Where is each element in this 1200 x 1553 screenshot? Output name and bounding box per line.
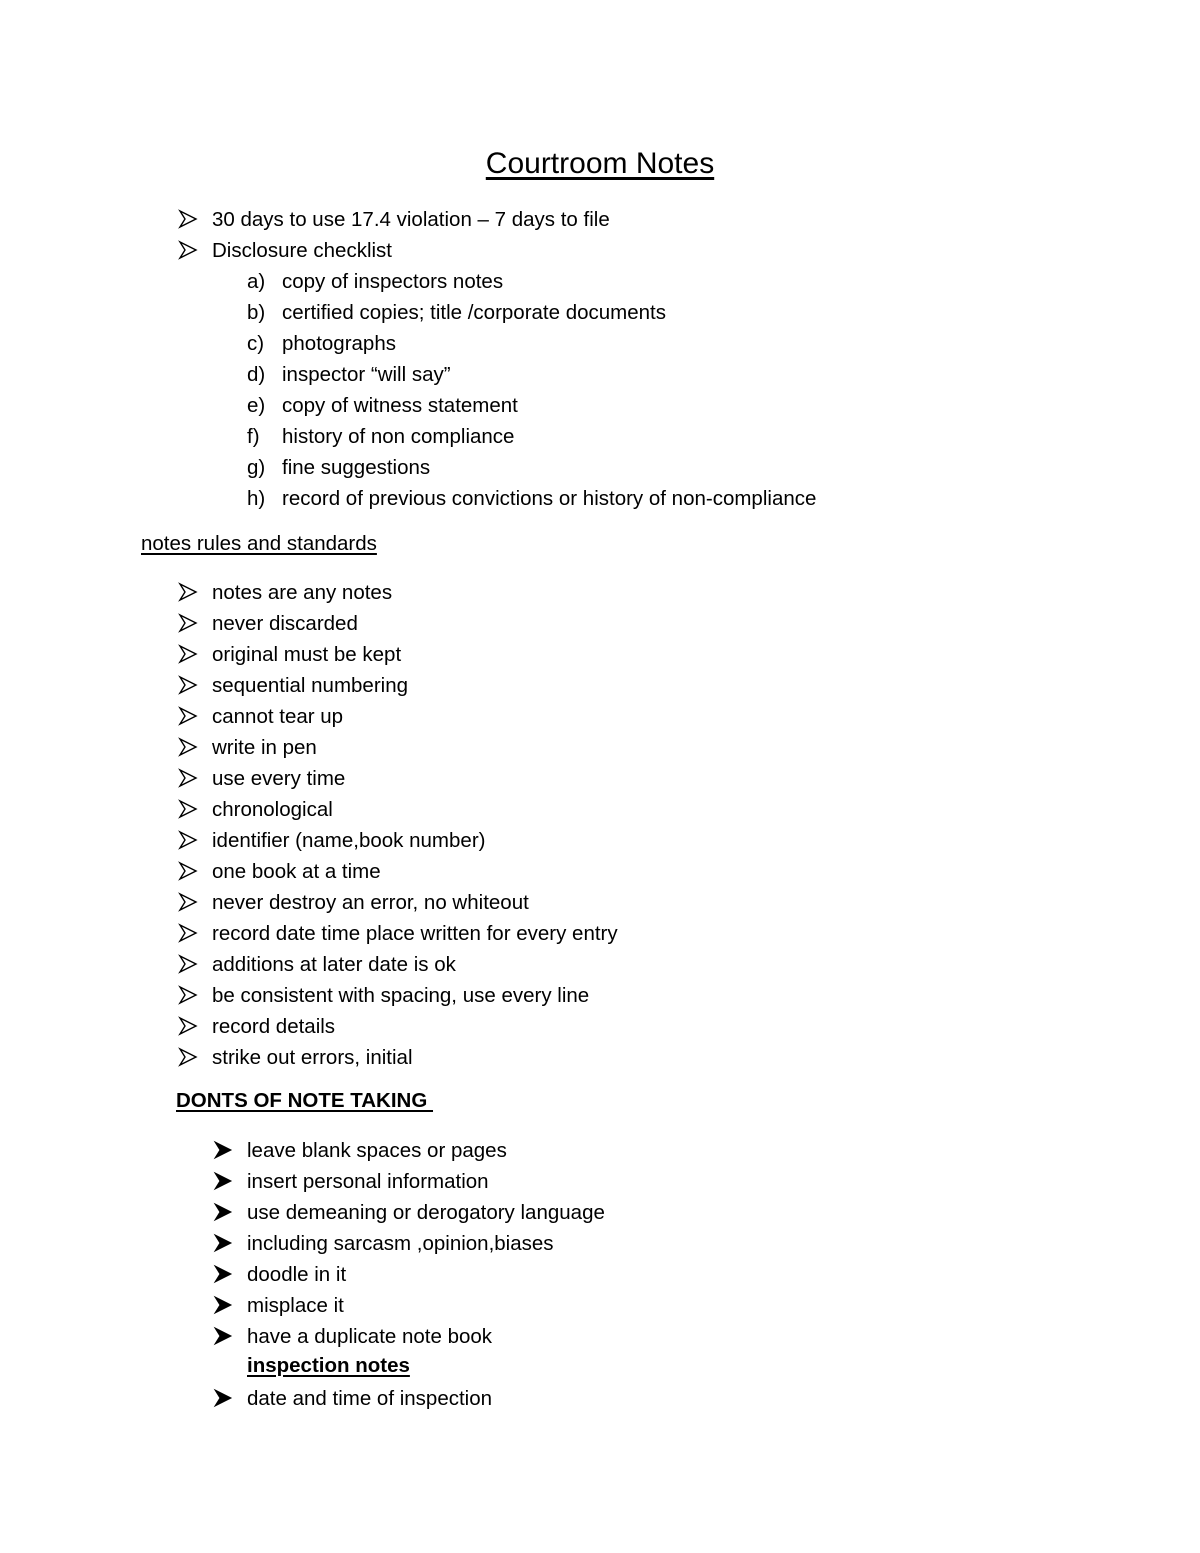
- arrow-bullet-icon: [178, 706, 198, 726]
- list-item-text: sequential numbering: [212, 674, 409, 697]
- arrow-bullet-icon: [178, 954, 198, 974]
- checklist-item: [247, 452, 816, 483]
- inspection-list: [213, 1383, 492, 1414]
- list-item: [178, 235, 610, 266]
- list-item: [178, 949, 618, 980]
- list-item: [178, 856, 618, 887]
- list-item: [178, 577, 618, 608]
- list-item: [213, 1228, 605, 1259]
- checklist-letter: e): [247, 394, 266, 417]
- list-item: [178, 763, 618, 794]
- intro-list: [178, 204, 610, 266]
- donts-list: [213, 1135, 605, 1352]
- arrow-bullet-icon: [178, 1016, 198, 1036]
- list-item-text: misplace it: [247, 1294, 344, 1317]
- list-item-text: including sarcasm ,opinion,biases: [247, 1232, 554, 1255]
- arrow-bullet-bold-icon: [213, 1140, 233, 1160]
- list-item: [213, 1135, 605, 1166]
- arrow-bullet-icon: [178, 737, 198, 757]
- list-item: [178, 701, 618, 732]
- list-item: [178, 204, 610, 235]
- list-item: [178, 1042, 618, 1073]
- checklist-text: photographs: [282, 332, 396, 355]
- arrow-bullet-icon: [178, 582, 198, 602]
- list-item: [178, 825, 618, 856]
- arrow-bullet-icon: [178, 923, 198, 943]
- checklist-letter: a): [247, 270, 266, 293]
- list-item-text: be consistent with spacing, use every line: [212, 984, 590, 1007]
- list-item-text: leave blank spaces or pages: [247, 1139, 507, 1162]
- checklist-letter: h): [247, 487, 266, 510]
- list-item: [178, 670, 618, 701]
- list-item: [178, 608, 618, 639]
- list-item-text: chronological: [212, 798, 333, 821]
- list-item: [213, 1290, 605, 1321]
- list-item-text: insert personal information: [247, 1170, 489, 1193]
- list-item-text: strike out errors, initial: [212, 1046, 413, 1069]
- arrow-bullet-bold-icon: [213, 1326, 233, 1346]
- arrow-bullet-icon: [178, 861, 198, 881]
- list-item: [178, 732, 618, 763]
- checklist-text: inspector “will say”: [282, 363, 451, 386]
- checklist-letter: d): [247, 363, 266, 386]
- arrow-bullet-icon: [178, 613, 198, 633]
- arrow-bullet-bold-icon: [213, 1295, 233, 1315]
- checklist-text: history of non compliance: [282, 425, 515, 448]
- list-item-text: have a duplicate note book: [247, 1325, 493, 1348]
- arrow-bullet-icon: [178, 768, 198, 788]
- arrow-bullet-icon: [178, 799, 198, 819]
- arrow-bullet-bold-icon: [213, 1264, 233, 1284]
- arrow-bullet-icon: [178, 985, 198, 1005]
- checklist-item: [247, 266, 816, 297]
- checklist-text: copy of inspectors notes: [282, 270, 504, 293]
- disclosure-checklist: [247, 266, 816, 514]
- list-item: [178, 918, 618, 949]
- rules-list: [178, 577, 618, 1073]
- list-item: [213, 1259, 605, 1290]
- checklist-letter: c): [247, 332, 265, 355]
- list-item-text: date and time of inspection: [247, 1387, 493, 1410]
- list-item: [213, 1383, 492, 1414]
- checklist-item: [247, 328, 816, 359]
- arrow-bullet-icon: [178, 644, 198, 664]
- list-item: [178, 639, 618, 670]
- list-item-text: original must be kept: [212, 643, 402, 666]
- list-item-text: record date time place written for every entry: [212, 922, 618, 945]
- list-item-text: never destroy an error, no whiteout: [212, 891, 529, 914]
- arrow-bullet-icon: [178, 892, 198, 912]
- checklist-letter: f): [247, 425, 260, 448]
- page-title: Courtroom Notes: [485, 147, 715, 180]
- checklist-item: [247, 390, 816, 421]
- checklist-letter: b): [247, 301, 266, 324]
- list-item: [178, 794, 618, 825]
- section-heading-donts: DONTS OF NOTE TAKING: [176, 1089, 434, 1112]
- checklist-item: [247, 359, 816, 390]
- list-item-text: use demeaning or derogatory language: [247, 1201, 605, 1224]
- list-item-text: 30 days to use 17.4 violation – 7 days to file: [212, 208, 610, 231]
- checklist-item: [247, 483, 816, 514]
- checklist-text: record of previous convictions or history of non-compliance: [282, 487, 817, 510]
- arrow-bullet-icon: [178, 209, 198, 229]
- arrow-bullet-bold-icon: [213, 1388, 233, 1408]
- checklist-text: copy of witness statement: [282, 394, 518, 417]
- list-item: [213, 1166, 605, 1197]
- list-item-text: Disclosure checklist: [212, 239, 392, 262]
- list-item: [178, 980, 618, 1011]
- list-item-text: use every time: [212, 767, 346, 790]
- list-item-text: identifier (name,book number): [212, 829, 486, 852]
- section-heading-notes-rules: notes rules and standards: [141, 532, 377, 555]
- checklist-text: certified copies; title /corporate documents: [282, 301, 666, 324]
- list-item: [178, 1011, 618, 1042]
- list-item: [178, 887, 618, 918]
- list-item-text: additions at later date is ok: [212, 953, 456, 976]
- list-item-text: write in pen: [212, 736, 317, 759]
- arrow-bullet-bold-icon: [213, 1171, 233, 1191]
- arrow-bullet-icon: [178, 830, 198, 850]
- arrow-bullet-bold-icon: [213, 1233, 233, 1253]
- list-item-text: never discarded: [212, 612, 358, 635]
- arrow-bullet-icon: [178, 240, 198, 260]
- list-item-text: one book at a time: [212, 860, 381, 883]
- list-item: [213, 1197, 605, 1228]
- checklist-item: [247, 421, 816, 452]
- arrow-bullet-icon: [178, 675, 198, 695]
- list-item-text: record details: [212, 1015, 336, 1038]
- checklist-letter: g): [247, 456, 266, 479]
- arrow-bullet-bold-icon: [213, 1202, 233, 1222]
- checklist-item: [247, 297, 816, 328]
- list-item-text: doodle in it: [247, 1263, 347, 1286]
- section-heading-inspection-notes: inspection notes: [247, 1354, 410, 1377]
- list-item: [213, 1321, 605, 1352]
- list-item-text: cannot tear up: [212, 705, 344, 728]
- arrow-bullet-icon: [178, 1047, 198, 1067]
- checklist-text: fine suggestions: [282, 456, 431, 479]
- list-item-text: notes are any notes: [212, 581, 393, 604]
